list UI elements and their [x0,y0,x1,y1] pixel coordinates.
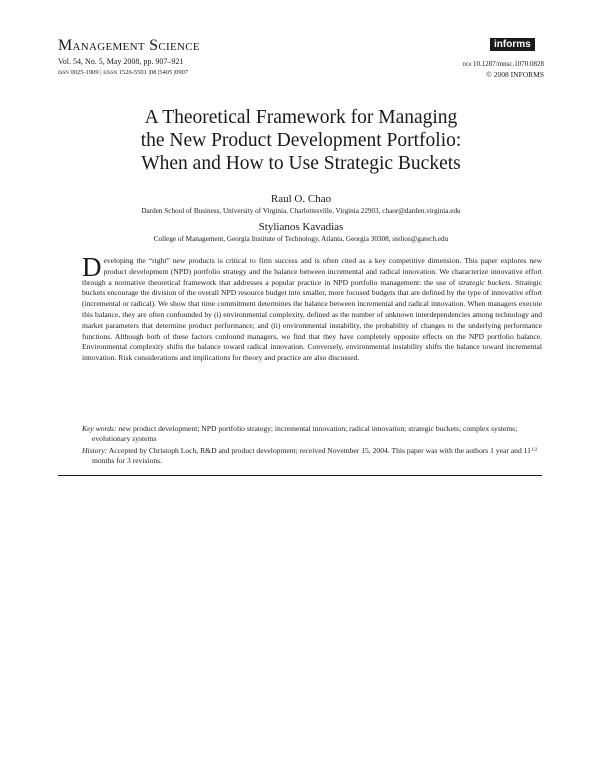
keywords-label: Key words: [82,424,117,433]
history-text: Accepted by Christoph Loch, R&D and product development; received November 15, 2004. This paper was with the authors 1 year and 11 [108,446,531,455]
doi-label: doi [462,60,472,68]
abstract-emphasis: strategic buckets [458,277,511,287]
paper-title-line-1: A Theoretical Framework for Managing [144,107,458,128]
copyright-line: © 2008 INFORMS [486,70,544,79]
author-affiliation-2: College of Management, Georgia Institute of Technology, Atlanta, Georgia 30308, stelios@gatech.edu [153,235,449,243]
history-label: History: [82,446,108,455]
abstract-drop-cap: D [82,252,102,282]
author-affiliation-1: Darden School of Business, University of Virginia, Charlottesville, Virginia 22903, chaor@darden.virginia.edu [141,207,461,215]
eissn-value: 1526-5501 |08 |5405 |0907 [118,69,189,76]
issn-value: 0025-1909 [70,69,99,76]
abstract-text-end: . Strategic buckets encourage the division of the overall NPD resource budget into smaller, more focused budgets that are defined by the type of innovative effort (incremental or radical). We show that time commitment determines the balance between incremental and radical innovation. When managers execute this balance, they are often confounded by (i) environmental complexity, defined as the number of unknown interdependencies among technology and market parameters that determine product performance; and (ii) environmental instability, the probability of changes to the underlying performance functions. Although both of these factors confound managers, we find that they have completely opposite effects on the NPD portfolio balance. Environmental complexity shifts the balance toward radical innovation. Conversely, environmental instability shifts the balance toward incremental innovation. Risk considerations and implications for theory and practice are also discussed. [82,277,543,363]
history-text-end: months for 3 revisions. [92,456,163,465]
author-name-1: Raul O. Chao [270,193,332,205]
history [82,446,552,466]
volume-line: Vol. 54, No. 5, May 2008, pp. 907–921 [58,57,184,66]
doi-value: 10.1287/mnsc.1070.0828 [473,60,544,68]
abstract-text-start: eveloping the “right” new products is critical to firm success and is often cited as a key competitive dimension. This paper explores new product development (NPD) portfolio strategy and the balance between incremental and radical innovation. We characterize innovative effort through a normative theoretical framework that addresses a popular practice in NPD portfolio management: the use of [82,256,542,287]
paper-title-line-3: When and How to Use Strategic Buckets [141,153,461,174]
author-name-2: Stylianos Kavadias [258,221,344,233]
abstract [82,252,543,364]
keywords [82,424,552,444]
journal-name: Management Science [58,37,200,54]
keywords-text: new product development; NPD portfolio strategy; incremental innovation; radical innovation; strategic buckets; complex systems; evolutionary systems [92,424,518,443]
section-divider [58,475,542,476]
issn-line: issn 0025-1909 | eissn 1526-5501 |08 |5405 |0907 [58,69,189,76]
eissn-label: eissn [103,69,118,76]
history-fraction: 1/2 [530,448,538,453]
doi-line [462,60,544,69]
paper-title-line-2: the New Product Development Portfolio: [140,130,462,151]
publisher-logo: informs [490,38,535,51]
issn-label: issn [58,69,69,76]
